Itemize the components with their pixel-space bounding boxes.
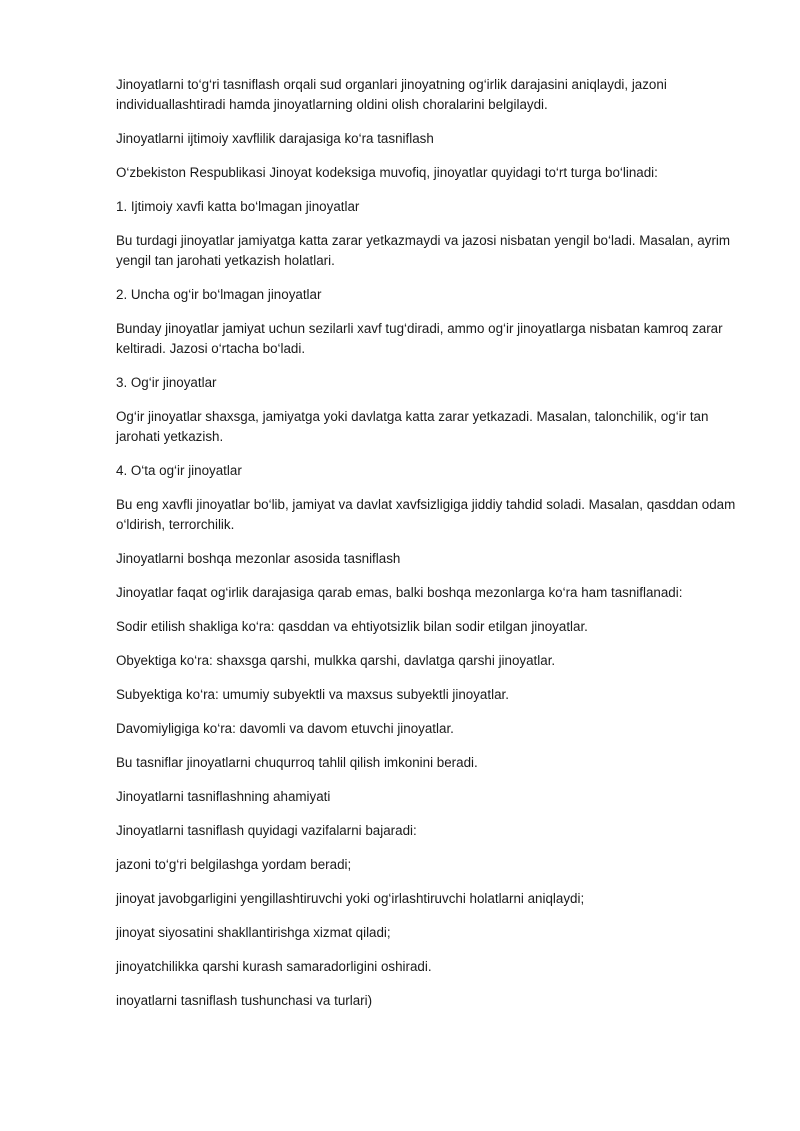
criterion-item: Davomiyligiga ko‘ra: davomli va davom etuvchi jinoyatlar.: [116, 721, 454, 736]
paragraph: O‘zbekiston Respublikasi Jinoyat kodeksiga muvofiq, jinoyatlar quyidagi to‘rt turga bo‘linadi:: [116, 165, 658, 180]
task-item: jinoyatchilikka qarshi kurash samaradorligini oshiradi.: [116, 959, 432, 974]
task-item: jinoyat siyosatini shakllantirishga xizmat qiladi;: [116, 925, 391, 940]
criterion-item: Subyektiga ko‘ra: umumiy subyektli va maxsus subyektli jinoyatlar.: [116, 687, 509, 702]
task-item: jazoni to‘g‘ri belgilashga yordam beradi;: [116, 857, 352, 872]
criterion-item: Obyektiga ko‘ra: shaxsga qarshi, mulkka qarshi, davlatga qarshi jinoyatlar.: [116, 653, 556, 668]
task-item: jinoyat javobgarligini yengillashtiruvchi yoki og‘irlashtiruvchi holatlarni aniqlaydi;: [116, 891, 585, 906]
section-heading: Jinoyatlarni tasniflashning ahamiyati: [116, 789, 331, 804]
paragraph: Bunday jinoyatlar jamiyat uchun sezilarli xavf tug‘diradi, ammo og‘ir jinoyatlarga nisbatan kamroq zarar keltiradi. Jazosi o‘rtacha bo‘ladi.: [116, 321, 723, 356]
section-heading: Jinoyatlarni boshqa mezonlar asosida tasniflash: [116, 551, 401, 566]
list-heading: 2. Uncha og‘ir bo‘lmagan jinoyatlar: [116, 287, 322, 302]
paragraph: Jinoyatlarni tasniflash quyidagi vazifalarni bajaradi:: [116, 823, 417, 838]
document-body: [116, 75, 744, 1025]
criterion-item: Sodir etilish shakliga ko‘ra: qasddan va ehtiyotsizlik bilan sodir etilgan jinoyatlar.: [116, 619, 588, 634]
paragraph: Jinoyatlar faqat og‘irlik darajasiga qarab emas, balki boshqa mezonlarga ko‘ra ham tasniflanadi:: [116, 585, 683, 600]
list-heading: 1. Ijtimoiy xavfi katta bo‘lmagan jinoyatlar: [116, 199, 360, 214]
list-heading: 4. O‘ta og‘ir jinoyatlar: [116, 463, 242, 478]
paragraph: Bu eng xavfli jinoyatlar bo‘lib, jamiyat va davlat xavfsizligiga jiddiy tahdid soladi. Masalan, qasddan odam o‘ldirish, terrorchilik.: [116, 497, 736, 532]
closing-line: inoyatlarni tasniflash tushunchasi va turlari): [116, 993, 373, 1008]
list-heading: 3. Og‘ir jinoyatlar: [116, 375, 217, 390]
paragraph: Bu turdagi jinoyatlar jamiyatga katta zarar yetkazmaydi va jazosi nisbatan yengil bo‘ladi. Masalan, ayrim yengil tan jarohati yetkazish holatlari.: [116, 233, 731, 268]
section-heading: Jinoyatlarni ijtimoiy xavflilik darajasiga ko‘ra tasniflash: [116, 131, 434, 146]
paragraph: Bu tasniflar jinoyatlarni chuqurroq tahlil qilish imkonini beradi.: [116, 755, 478, 770]
intro-paragraph: Jinoyatlarni to‘g‘ri tasniflash orqali sud organlari jinoyatning og‘irlik darajasini aniqlaydi, jazoni individuallashtiradi hamda jinoyatlarning oldini olish choralarini belgilaydi.: [116, 77, 667, 112]
paragraph: Og‘ir jinoyatlar shaxsga, jamiyatga yoki davlatga katta zarar yetkazadi. Masalan, talonchilik, og‘ir tan jarohati yetkazish.: [116, 409, 709, 444]
